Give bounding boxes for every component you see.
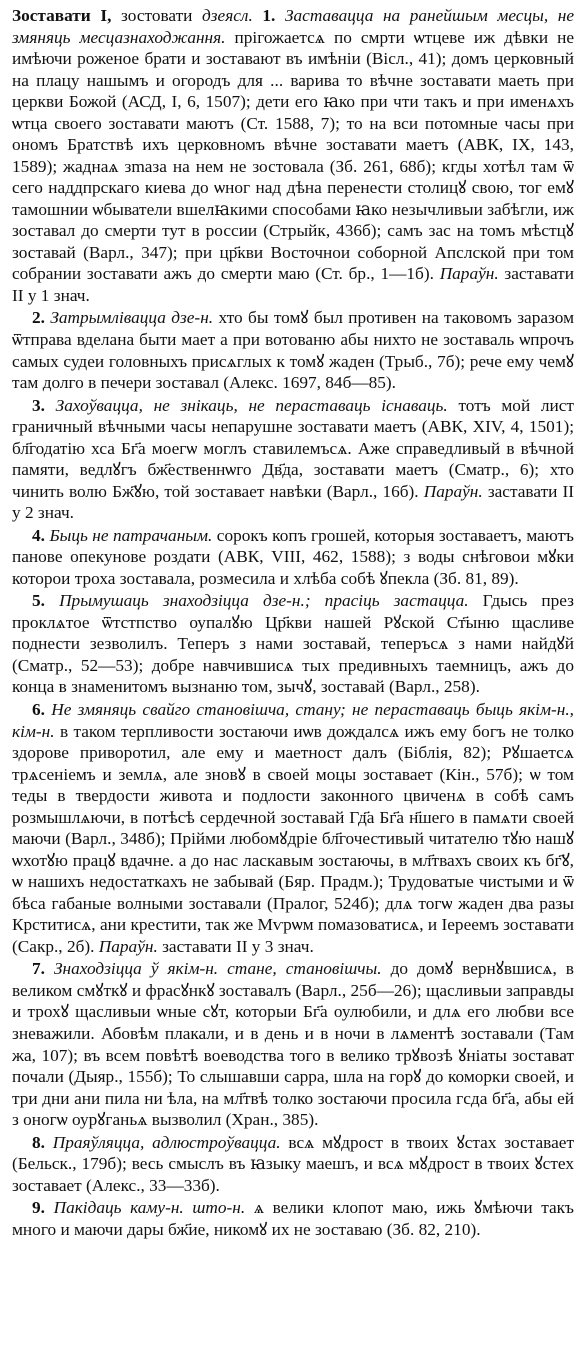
sense-gloss: Не змяняць свайго становішча, стану; не пераставаць быць якім-н., кім-н.: [12, 700, 574, 741]
part-of-speech: дзеясл.: [202, 6, 253, 25]
entry-sense-1: [12, 5, 574, 306]
sense-gloss: Захоўвацца, не знікаць, не пераставаць існаваць.: [55, 395, 448, 415]
cross-ref-text: заставати II у 1 знач.: [12, 264, 574, 305]
entry-sense-7: [12, 958, 574, 1130]
sense-citations: ѧ велики клопот маю, ижь ꙋмѣючи такъ много и маючи дары бж҃ие, никомꙋ их не зоставаю (Зб. 82, 210).: [12, 1198, 574, 1239]
sense-number: 7.: [32, 959, 45, 979]
entry-sense-2: [12, 307, 574, 393]
sense-number: 6.: [32, 700, 45, 719]
entry-sense-5: [12, 590, 574, 698]
sense-number: 5.: [32, 591, 45, 611]
headword-variant: зостовати: [121, 6, 193, 25]
cross-ref-label: Параўн.: [423, 481, 483, 501]
sense-gloss: Затрымлівацца дзе-н.: [50, 308, 214, 328]
sense-citations: хто бы томꙋ был противен на таковомъ заразом ѿтправа вделана быти мает а при вотованю абы нихто не зоставаль ѡпрочъ самых судеи головныхъ присѧглых к томꙋ жаден (Трыб., 7б); рече ему чемꙋ там долго в печери зоставал (Алекс. 1697, 84б—85).: [12, 308, 575, 393]
cross-ref-label: Параўн.: [439, 264, 499, 284]
sense-gloss: Пакідаць каму-н. што-н.: [53, 1198, 246, 1218]
sense-citations: до домꙋ вернꙋвшисѧ, в великом смꙋткꙋ и фрасꙋнкꙋ зоставалъ (Варл., 25б—26); щасливыи заправды и трохꙋ щасливыи ѡные сꙋт, которыи Бг҃а оулюбили, и длѧ его любви все зневажили. Абовѣм плакали, и в день и в ночи в лѧментѣ зоставали (Там жа, 107); въ всем повѣтѣ воеводства того в велико трꙋвозѣ ꙋнiаты зостават почали (Дыяр., 155б); То слышавши сарра, шла на горꙋ до коморки своей, и три дни ани пила ни ѣла, на мл҃твѣ толко зостаючи просила гсда бг҃а, абы ей з оногѡ оурꙋганьѧ вызволил (Хран., 385).: [12, 959, 574, 1130]
sense-citations: Гдысь през проклѧтое ѿтстпство оупалꙋю Цр҃кви нашей Рꙋской Ст҃ыню щасливе поднести зезволилъ. Теперъ з нами зоставай, теперъсѧ з нами найдꙋй (Сматр., 52—53); добре навчившисѧ тых предивныхъ таемницъ, ажъ до конца в знаменитомъ вызнаню том, зычꙋ, зоставай (Варл., 258).: [12, 591, 574, 697]
sense-gloss: Быць не патрачаным.: [49, 525, 213, 545]
sense-number: 8.: [32, 1132, 45, 1152]
cross-ref-text: заставати II у 3 знач.: [162, 936, 314, 956]
sense-number: 2.: [32, 308, 45, 328]
entry-sense-6: [12, 699, 574, 957]
sense-citations: сорокъ копъ грошей, которыя зоставаетъ, маютъ панове опекунове роздати (АВК, VIII, 462, 1588); з воды снѣговои мꙋки которои троха зоставала, розмесила и хлѣба собѣ ꙋпекла (Зб. 81, 89).: [12, 525, 574, 588]
sense-gloss: Прымушаць знаходзіцца дзе-н.; прасіць застацца.: [59, 591, 469, 611]
cross-ref-label: Параўн.: [98, 936, 158, 956]
sense-gloss: Заставацца на ранейшым месцы, не змяняць месцазнаходжання.: [12, 6, 575, 47]
headword: Зоставати I,: [12, 6, 112, 25]
sense-citations: прiгожаетсѧ по смрти ѡтцеве иж дѣвки не имѣючи роженое брати и зоставают въ имѣнiи (Вiсл., 41); домъ церковный на плацу нашымъ и огородъ для ... варива то вѣчне зоставати маеть при церкви Божой (АСД, I, 6, 1507); дети его ꙗко при чти такъ и при именѧхъ ѡтца своего зоставати маютъ (Ст. 1588, 7); то на вси потомные часы при ономъ Братствѣ ихъ церковномъ вѣчне зоставати маетъ (АВК, IX, 143, 1589); жаднаѧ зmаза на нем не зостовала (Зб. 261, 68б); кгды хотѣл там ѿ сего наддпрскаго киева до ѡног над дѣна перенести столицꙋ свою, тог емꙋ тамошнии ѡбыватели вшелꙗкими способами ꙗко незычливыи забѣгли, иж зоставал до смерти тут в россии (Стрыйк, 436б); самъ зас на томъ мѣстцꙋ зоставай (Варл., 347); при цр҃кви Восточнои соборной Апслской при том собрании зоставати ажъ до смерти маю (Ст. бр., 1—1б).: [12, 27, 574, 284]
sense-number: 9.: [32, 1198, 45, 1218]
sense-citations: в таком терпливости зостаючи иѡв дождалсѧ ижъ ему богъ не толко здорове приворотил, але ему и маетност далъ (Бiблiя, 82); Рꙋшаетсѧ трѧсенiемъ и землѧ, але зновꙋ в своей моцы зоставает (Кiн., 57б); ѡ том теды в твердости живота и подлости законного цвиченѧ в собѣ самъ розмышлѧючи, в потѣсѣ сердечной зоставай Гд҃а Бг҃а н҃шего в памѧти своей маючи (Варл., 348б); Прiйми любомꙋдрiе бл҃гочестивый читателю тꙋю нашꙋ ѡхотꙋю працꙋ вдачне. а до нас ласкавым зостаючы, в мл҃твахъ своих къ бг҃ꙋ, ѡ нашихъ недостаткахъ не забывай (Бяр. Прадм.); Трудоватые чистыми и ѿ бѣса габаные волными зоставали (Пралог, 524б); длѧ тогѡ жаден два разы Крститисѧ, ани крестити, так же Мѵрѡм помазоватисѧ, и Iереемъ зоставати (Сакр., 2б).: [12, 721, 575, 956]
sense-number: 1.: [262, 6, 276, 25]
entry-sense-8: [12, 1132, 574, 1197]
entry-sense-3: [12, 395, 574, 524]
sense-gloss: Знаходзіцца ў якім-н. стане, становішчы.: [53, 959, 382, 979]
entry-sense-9: [12, 1197, 574, 1240]
cross-ref-text: заставати II у 2 знач.: [12, 481, 574, 523]
sense-number: 4.: [32, 525, 45, 545]
sense-citations: тотъ мой лист граничный вѣчными часы непарушне зоставати маетъ (АВК, XIV, 4, 1501); бл҃годатiю хса Бг҃а моегѡ моглъ ставилемъсѧ. Аже справедливый в вѣчной памяти, ведлꙋгъ бж҃ественнѡго Дв҃да, зоставати маетъ (Сматр., 6); хто чинить волю Бж҃ꙋю, той зоставает навѣки (Варл., 16б).: [12, 395, 574, 501]
sense-gloss: Праяўляцца, адлюстроўвацца.: [52, 1132, 281, 1152]
sense-number: 3.: [32, 395, 45, 415]
sense-citations: всѧ мꙋдрост в твоих ꙋстах зоставает (Бельск., 179б); весь смыслъ въ ꙗзыку маешъ, и всѧ мꙋдрост в твоих ꙋстех зоставает (Алекс., 33—33б).: [12, 1132, 575, 1195]
entry-sense-4: [12, 525, 574, 590]
